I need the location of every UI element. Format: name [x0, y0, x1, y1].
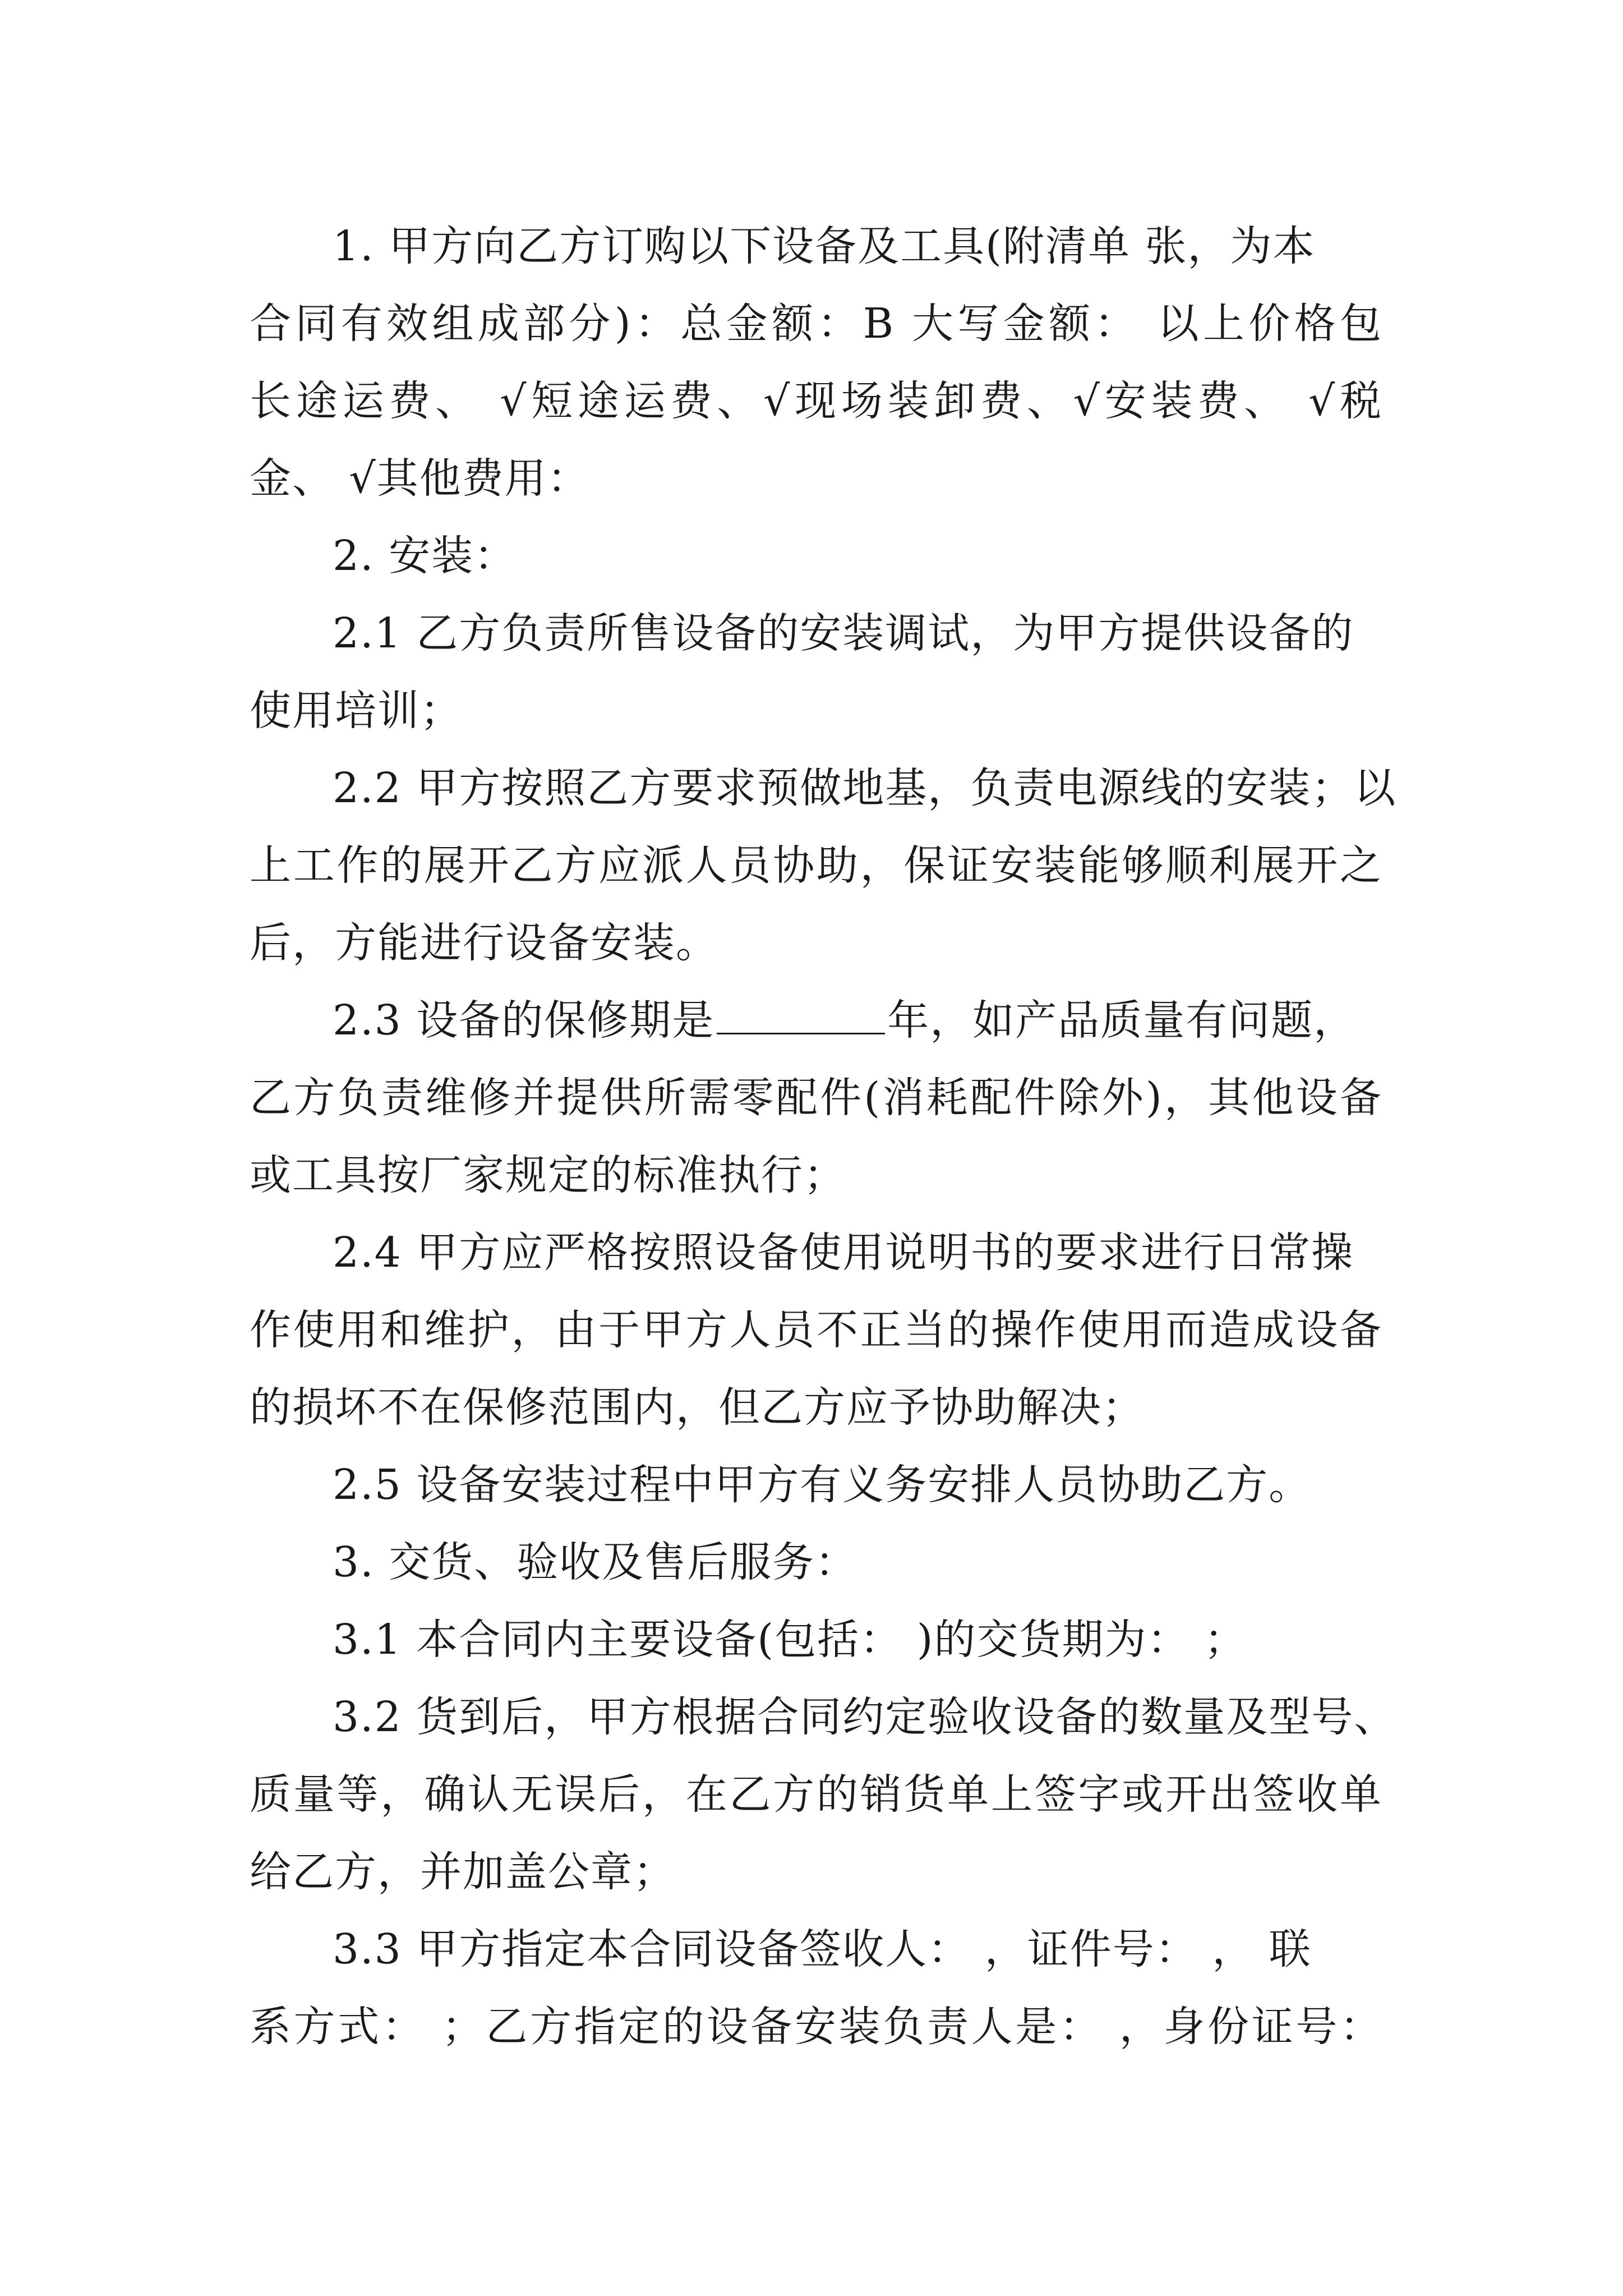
text-line: 2.2 甲方按照乙方要求预做地基，负责电源线的安装；以	[333, 764, 1397, 812]
text-line: 2.1 乙方负责所售设备的安装调试，为甲方提供设备的	[333, 609, 1354, 657]
text-line: 2.5 设备安装过程中甲方有义务安排人员协助乙方。	[333, 1461, 1312, 1509]
text-line: 质量等，确认无误后，在乙方的销货单上签字或开出签收单	[250, 1770, 1382, 1819]
text-line: 后，方能进行设备安装。	[250, 919, 718, 967]
text-line: 合同有效组成部分)：总金额：B 大写金额： 以上价格包	[250, 300, 1382, 348]
text-line: 3.1 本合同内主要设备(包括： )的交货期为： ；	[333, 1616, 1247, 1664]
text-line: 或工具按厂家规定的标准执行；	[250, 1151, 846, 1199]
text-line: 3.2 货到后，甲方根据合同约定验收设备的数量及型号、	[333, 1693, 1397, 1741]
text-line: 上工作的展开乙方应派人员协助，保证安装能够顺利展开之	[250, 841, 1382, 890]
text-line: 3.3 甲方指定本合同设备签收人： ，证件号： ， 联	[333, 1925, 1312, 1973]
text-line: 长途运费、 √短途运费、√现场装卸费、√安装费、 √税	[250, 377, 1382, 425]
warranty-years-blank	[717, 993, 885, 1034]
text-line: 金、 √其他费用：	[250, 454, 590, 503]
text-line: 使用培训；	[250, 687, 463, 735]
warranty-continuation: 年，如产品质量有问题，	[887, 996, 1357, 1045]
contract-body	[250, 208, 1397, 2065]
warranty-label: 2.3 设备的保修期是	[333, 996, 715, 1045]
text-line: 2.4 甲方应严格按照设备使用说明书的要求进行日常操	[333, 1228, 1354, 1277]
section-heading: 2. 安装：	[333, 532, 517, 580]
section-heading: 3. 交货、验收及售后服务：	[333, 1538, 858, 1586]
text-line	[250, 982, 1382, 1059]
text-line: 系方式： ；乙方指定的设备安装负责人是： ，身份证号：	[250, 2003, 1382, 2051]
text-line: 的损坏不在保修范围内，但乙方应予协助解决；	[250, 1383, 1145, 1432]
text-line: 作使用和维护，由于甲方人员不正当的操作使用而造成设备	[250, 1306, 1382, 1354]
text-line: 1. 甲方向乙方订购以下设备及工具(附清单 张，为本	[333, 222, 1316, 270]
text-line: 乙方负责维修并提供所需零配件(消耗配件除外)，其他设备	[250, 1074, 1382, 1122]
text-line: 给乙方，并加盖公章；	[250, 1848, 676, 1896]
